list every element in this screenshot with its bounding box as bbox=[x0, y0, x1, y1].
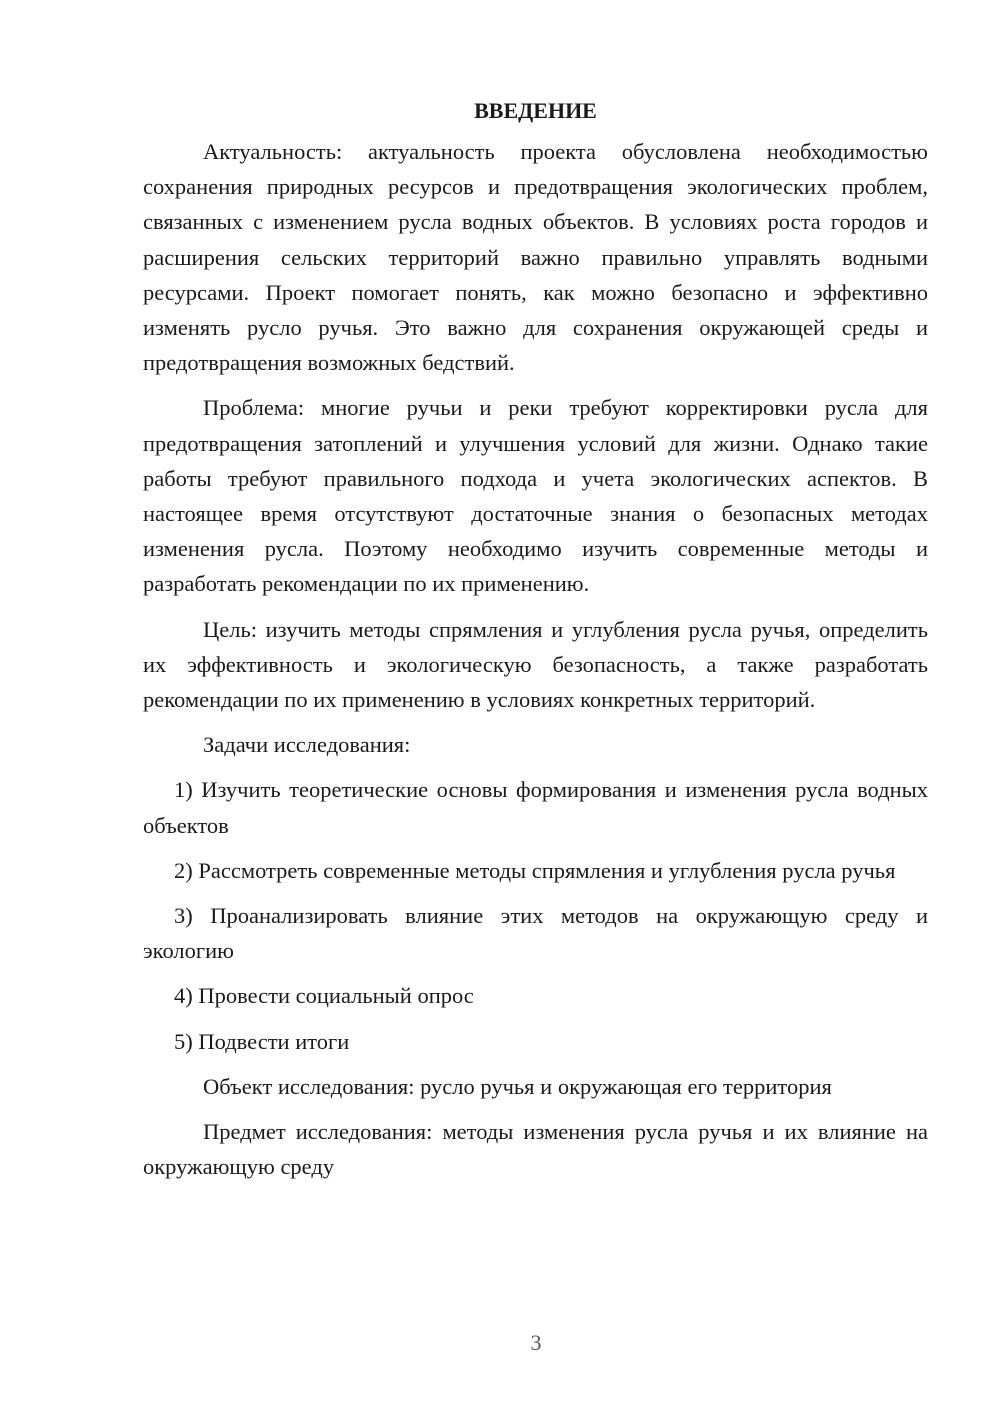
research-object: Объект исследования: русло ручья и окружающая его территория bbox=[203, 1073, 832, 1099]
research-subject: Предмет исследования: методы изменения русла ручья и их влияние на окружающую среду bbox=[143, 1119, 928, 1180]
task-item-1: 1) Изучить теоретические основы формирования и изменения русла водных объектов bbox=[143, 777, 928, 838]
task-item-4: 4) Провести социальный опрос bbox=[174, 983, 474, 1009]
relevance-paragraph: Актуальность: актуальность проекта обусловлена необходимостью сохранения природных ресурсов и предотвращения экологических проблем, связанных с изменением русла водных объектов. В условиях роста городов и расширения сельских территорий важно правильно управлять водными ресурсами. Проект помогает понять, как можно безопасно и эффективно изменять русло ручья. Это важно для сохранения окружающей среды и предотвращения возможных бедствий. bbox=[143, 139, 928, 376]
task-item-3: 3) Проанализировать влияние этих методов на окружающую среду и экологию bbox=[143, 903, 928, 964]
problem-paragraph: Проблема: многие ручьи и реки требуют корректировки русла для предотвращения затоплений и улучшения условий для жизни. Однако такие работы требуют правильного подхода и учета экологических аспектов. В настоящее время отсутствуют достаточные знания о безопасных методах изменения русла. Поэтому необходимо изучить современные методы и разработать рекомендации по их применению. bbox=[143, 395, 928, 597]
page-number: 3 bbox=[530, 1330, 542, 1355]
document-page bbox=[143, 92, 928, 1194]
tasks-heading: Задачи исследования: bbox=[203, 732, 411, 758]
goal-paragraph: Цель: изучить методы спрямления и углубления русла ручья, определить их эффективность и экологическую безопасность, а также разработать рекомендации по их применению в условиях конкретных территорий. bbox=[143, 616, 928, 713]
page-title: ВВЕДЕНИЕ bbox=[474, 98, 597, 123]
task-item-5: 5) Подвести итоги bbox=[174, 1028, 350, 1054]
task-item-2: 2) Рассмотреть современные методы спрямления и углубления русла ручья bbox=[174, 857, 896, 883]
